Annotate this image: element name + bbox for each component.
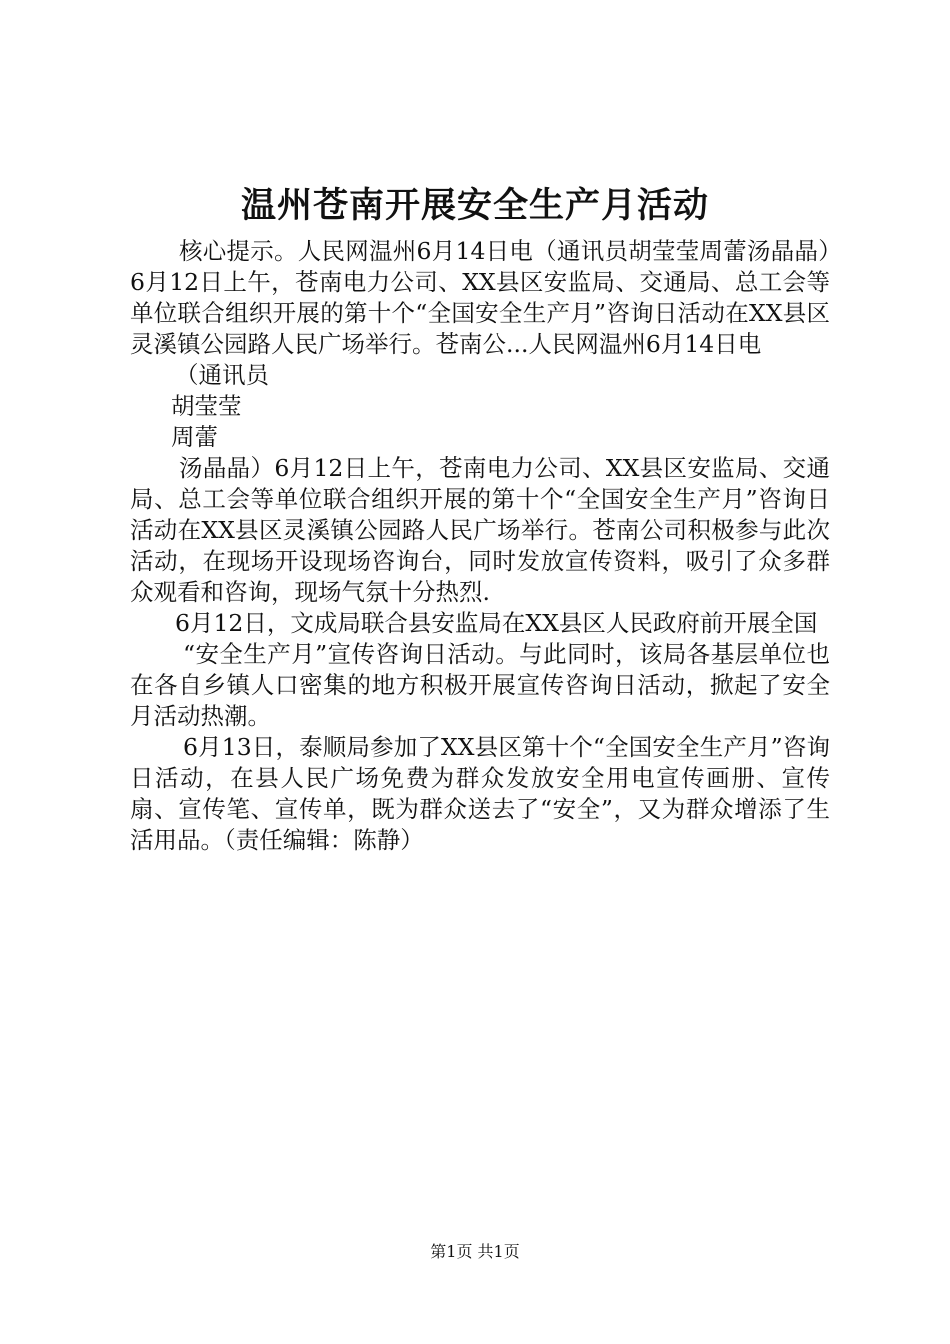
document-title: 温州苍南开展安全生产月活动	[240, 185, 709, 226]
paragraph-intro: 核心提示。人民网温州6月14日电（通讯员胡莹莹周蕾汤晶晶）6月12日上午，苍南电力公司、XX县区安监局、交通局、总工会等单位联合组织开展的第十个“全国安全生产月”咨询日活动在XX县区灵溪镇公园路人民广场举行。苍南公...人民网温州6月14日电	[130, 237, 830, 358]
paragraph-reporter-name-2: 周蕾	[171, 423, 218, 451]
paragraph-reporter-label: （通讯员	[175, 361, 269, 389]
document-body	[130, 236, 830, 856]
paragraph-cangnan: 汤晶晶）6月12日上午，苍南电力公司、XX县区安监局、交通局、总工会等单位联合组织开展的第十个“全国安全生产月”咨询日活动在XX县区灵溪镇公园路人民广场举行。苍南公司积极参与此次活动，在现场开设现场咨询台，同时发放宣传资料，吸引了众多群众观看和咨询，现场气氛十分热烈.	[130, 454, 830, 606]
paragraph-wencheng: 6月12日，文成局联合县安监局在XX县区人民政府前开展全国	[175, 609, 818, 637]
paragraph-reporter-name-1: 胡莹莹	[171, 392, 242, 420]
paragraph-safety-month: “安全生产月”宣传咨询日活动。与此同时，该局各基层单位也在各自乡镇人口密集的地方积极开展宣传咨询日活动，掀起了安全月活动热潮。	[130, 640, 830, 730]
page-footer: 第1页 共1页	[430, 1242, 520, 1261]
paragraph-taishun: 6月13日，泰顺局参加了XX县区第十个“全国安全生产月”咨询日活动，在县人民广场免费为群众发放安全用电宣传画册、宣传扇、宣传笔、宣传单，既为群众送去了“安全”，又为群众增添了生活用品。（责任编辑：陈静）	[130, 733, 830, 854]
